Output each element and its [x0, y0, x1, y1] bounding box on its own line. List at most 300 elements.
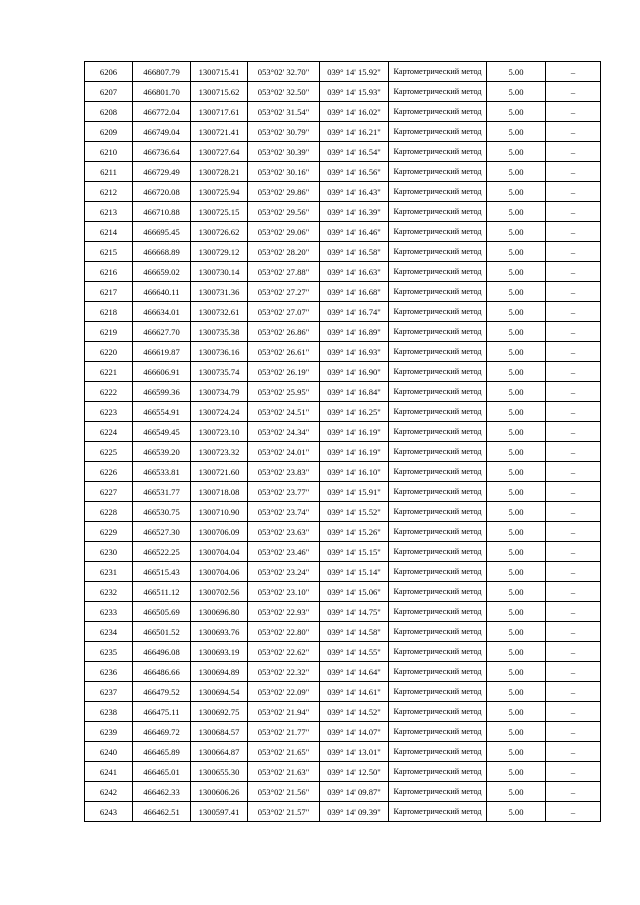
latitude-cell: 053°02' 23.74": [248, 502, 320, 522]
x-coordinate-cell: 466505.69: [133, 602, 191, 622]
note-cell: –: [546, 142, 601, 162]
longitude-cell: 039° 14' 16.19": [320, 442, 389, 462]
y-coordinate-cell: 1300721.60: [191, 462, 248, 482]
method-cell: Картометрический метод: [389, 382, 487, 402]
note-cell: –: [546, 682, 601, 702]
x-coordinate-cell: 466496.08: [133, 642, 191, 662]
accuracy-cell: 5.00: [487, 102, 546, 122]
accuracy-cell: 5.00: [487, 702, 546, 722]
point-number-cell: 6226: [85, 462, 133, 482]
table-row: [85, 122, 601, 142]
x-coordinate-cell: 466599.36: [133, 382, 191, 402]
x-coordinate-cell: 466465.01: [133, 762, 191, 782]
method-cell: Картометрический метод: [389, 202, 487, 222]
latitude-cell: 053°02' 27.88": [248, 262, 320, 282]
y-coordinate-cell: 1300721.41: [191, 122, 248, 142]
x-coordinate-cell: 466606.91: [133, 362, 191, 382]
latitude-cell: 053°02' 21.77": [248, 722, 320, 742]
y-coordinate-cell: 1300693.76: [191, 622, 248, 642]
y-coordinate-cell: 1300704.06: [191, 562, 248, 582]
point-number-cell: 6215: [85, 242, 133, 262]
latitude-cell: 053°02' 24.01": [248, 442, 320, 462]
longitude-cell: 039° 14' 14.07": [320, 722, 389, 742]
y-coordinate-cell: 1300684.57: [191, 722, 248, 742]
latitude-cell: 053°02' 22.93": [248, 602, 320, 622]
point-number-cell: 6241: [85, 762, 133, 782]
longitude-cell: 039° 14' 14.75": [320, 602, 389, 622]
note-cell: –: [546, 502, 601, 522]
accuracy-cell: 5.00: [487, 142, 546, 162]
note-cell: –: [546, 202, 601, 222]
longitude-cell: 039° 14' 15.52": [320, 502, 389, 522]
y-coordinate-cell: 1300597.41: [191, 802, 248, 822]
note-cell: –: [546, 642, 601, 662]
x-coordinate-cell: 466668.89: [133, 242, 191, 262]
method-cell: Картометрический метод: [389, 582, 487, 602]
coordinates-table-body: [85, 62, 601, 822]
longitude-cell: 039° 14' 16.19": [320, 422, 389, 442]
point-number-cell: 6230: [85, 542, 133, 562]
latitude-cell: 053°02' 23.46": [248, 542, 320, 562]
latitude-cell: 053°02' 23.83": [248, 462, 320, 482]
note-cell: –: [546, 542, 601, 562]
table-row: [85, 162, 601, 182]
longitude-cell: 039° 14' 12.50": [320, 762, 389, 782]
latitude-cell: 053°02' 23.10": [248, 582, 320, 602]
longitude-cell: 039° 14' 16.56": [320, 162, 389, 182]
longitude-cell: 039° 14' 15.91": [320, 482, 389, 502]
x-coordinate-cell: 466736.64: [133, 142, 191, 162]
y-coordinate-cell: 1300729.12: [191, 242, 248, 262]
x-coordinate-cell: 466539.20: [133, 442, 191, 462]
longitude-cell: 039° 14' 16.93": [320, 342, 389, 362]
note-cell: –: [546, 82, 601, 102]
longitude-cell: 039° 14' 15.93": [320, 82, 389, 102]
table-row: [85, 702, 601, 722]
y-coordinate-cell: 1300715.41: [191, 62, 248, 82]
point-number-cell: 6232: [85, 582, 133, 602]
longitude-cell: 039° 14' 16.39": [320, 202, 389, 222]
point-number-cell: 6220: [85, 342, 133, 362]
longitude-cell: 039° 14' 16.25": [320, 402, 389, 422]
accuracy-cell: 5.00: [487, 82, 546, 102]
note-cell: –: [546, 662, 601, 682]
accuracy-cell: 5.00: [487, 342, 546, 362]
x-coordinate-cell: 466511.12: [133, 582, 191, 602]
method-cell: Картометрический метод: [389, 222, 487, 242]
latitude-cell: 053°02' 29.86": [248, 182, 320, 202]
method-cell: Картометрический метод: [389, 722, 487, 742]
x-coordinate-cell: 466462.33: [133, 782, 191, 802]
point-number-cell: 6209: [85, 122, 133, 142]
method-cell: Картометрический метод: [389, 322, 487, 342]
point-number-cell: 6214: [85, 222, 133, 242]
table-row: [85, 62, 601, 82]
accuracy-cell: 5.00: [487, 642, 546, 662]
table-row: [85, 202, 601, 222]
table-row: [85, 762, 601, 782]
note-cell: –: [546, 262, 601, 282]
point-number-cell: 6224: [85, 422, 133, 442]
accuracy-cell: 5.00: [487, 522, 546, 542]
latitude-cell: 053°02' 30.79": [248, 122, 320, 142]
table-row: [85, 682, 601, 702]
longitude-cell: 039° 14' 16.74": [320, 302, 389, 322]
method-cell: Картометрический метод: [389, 362, 487, 382]
accuracy-cell: 5.00: [487, 182, 546, 202]
y-coordinate-cell: 1300694.54: [191, 682, 248, 702]
x-coordinate-cell: 466801.70: [133, 82, 191, 102]
point-number-cell: 6217: [85, 282, 133, 302]
note-cell: –: [546, 742, 601, 762]
y-coordinate-cell: 1300723.32: [191, 442, 248, 462]
table-row: [85, 662, 601, 682]
y-coordinate-cell: 1300692.75: [191, 702, 248, 722]
method-cell: Картометрический метод: [389, 442, 487, 462]
latitude-cell: 053°02' 30.16": [248, 162, 320, 182]
table-row: [85, 742, 601, 762]
note-cell: –: [546, 242, 601, 262]
table-row: [85, 102, 601, 122]
table-row: [85, 582, 601, 602]
y-coordinate-cell: 1300727.64: [191, 142, 248, 162]
accuracy-cell: 5.00: [487, 662, 546, 682]
longitude-cell: 039° 14' 16.02": [320, 102, 389, 122]
latitude-cell: 053°02' 26.61": [248, 342, 320, 362]
note-cell: –: [546, 702, 601, 722]
accuracy-cell: 5.00: [487, 562, 546, 582]
longitude-cell: 039° 14' 15.06": [320, 582, 389, 602]
table-row: [85, 282, 601, 302]
table-row: [85, 422, 601, 442]
point-number-cell: 6225: [85, 442, 133, 462]
point-number-cell: 6239: [85, 722, 133, 742]
x-coordinate-cell: 466695.45: [133, 222, 191, 242]
latitude-cell: 053°02' 27.07": [248, 302, 320, 322]
table-row: [85, 142, 601, 162]
accuracy-cell: 5.00: [487, 402, 546, 422]
latitude-cell: 053°02' 21.63": [248, 762, 320, 782]
longitude-cell: 039° 14' 15.14": [320, 562, 389, 582]
latitude-cell: 053°02' 27.27": [248, 282, 320, 302]
y-coordinate-cell: 1300723.10: [191, 422, 248, 442]
point-number-cell: 6208: [85, 102, 133, 122]
longitude-cell: 039° 14' 16.10": [320, 462, 389, 482]
point-number-cell: 6213: [85, 202, 133, 222]
longitude-cell: 039° 14' 14.64": [320, 662, 389, 682]
table-row: [85, 542, 601, 562]
point-number-cell: 6240: [85, 742, 133, 762]
accuracy-cell: 5.00: [487, 62, 546, 82]
point-number-cell: 6242: [85, 782, 133, 802]
x-coordinate-cell: 466554.91: [133, 402, 191, 422]
x-coordinate-cell: 466465.89: [133, 742, 191, 762]
y-coordinate-cell: 1300664.87: [191, 742, 248, 762]
x-coordinate-cell: 466475.11: [133, 702, 191, 722]
method-cell: Картометрический метод: [389, 82, 487, 102]
x-coordinate-cell: 466749.04: [133, 122, 191, 142]
longitude-cell: 039° 14' 16.46": [320, 222, 389, 242]
latitude-cell: 053°02' 29.56": [248, 202, 320, 222]
point-number-cell: 6216: [85, 262, 133, 282]
point-number-cell: 6233: [85, 602, 133, 622]
note-cell: –: [546, 322, 601, 342]
y-coordinate-cell: 1300725.15: [191, 202, 248, 222]
longitude-cell: 039° 14' 16.58": [320, 242, 389, 262]
note-cell: –: [546, 182, 601, 202]
x-coordinate-cell: 466807.79: [133, 62, 191, 82]
y-coordinate-cell: 1300704.04: [191, 542, 248, 562]
method-cell: Картометрический метод: [389, 402, 487, 422]
point-number-cell: 6229: [85, 522, 133, 542]
table-row: [85, 362, 601, 382]
method-cell: Картометрический метод: [389, 522, 487, 542]
x-coordinate-cell: 466634.01: [133, 302, 191, 322]
note-cell: –: [546, 522, 601, 542]
method-cell: Картометрический метод: [389, 142, 487, 162]
accuracy-cell: 5.00: [487, 762, 546, 782]
longitude-cell: 039° 14' 13.01": [320, 742, 389, 762]
y-coordinate-cell: 1300726.62: [191, 222, 248, 242]
x-coordinate-cell: 466530.75: [133, 502, 191, 522]
table-row: [85, 442, 601, 462]
table-row: [85, 182, 601, 202]
method-cell: Картометрический метод: [389, 182, 487, 202]
note-cell: –: [546, 362, 601, 382]
y-coordinate-cell: 1300702.56: [191, 582, 248, 602]
latitude-cell: 053°02' 21.94": [248, 702, 320, 722]
note-cell: –: [546, 722, 601, 742]
accuracy-cell: 5.00: [487, 262, 546, 282]
latitude-cell: 053°02' 22.09": [248, 682, 320, 702]
latitude-cell: 053°02' 21.65": [248, 742, 320, 762]
longitude-cell: 039° 14' 16.68": [320, 282, 389, 302]
point-number-cell: 6236: [85, 662, 133, 682]
table-row: [85, 262, 601, 282]
longitude-cell: 039° 14' 14.55": [320, 642, 389, 662]
y-coordinate-cell: 1300606.26: [191, 782, 248, 802]
y-coordinate-cell: 1300735.74: [191, 362, 248, 382]
longitude-cell: 039° 14' 09.87": [320, 782, 389, 802]
point-number-cell: 6227: [85, 482, 133, 502]
method-cell: Картометрический метод: [389, 262, 487, 282]
table-row: [85, 382, 601, 402]
note-cell: –: [546, 342, 601, 362]
point-number-cell: 6210: [85, 142, 133, 162]
method-cell: Картометрический метод: [389, 742, 487, 762]
y-coordinate-cell: 1300694.89: [191, 662, 248, 682]
x-coordinate-cell: 466527.30: [133, 522, 191, 542]
table-row: [85, 222, 601, 242]
x-coordinate-cell: 466772.04: [133, 102, 191, 122]
accuracy-cell: 5.00: [487, 122, 546, 142]
note-cell: –: [546, 402, 601, 422]
x-coordinate-cell: 466640.11: [133, 282, 191, 302]
table-row: [85, 342, 601, 362]
y-coordinate-cell: 1300693.19: [191, 642, 248, 662]
table-row: [85, 322, 601, 342]
latitude-cell: 053°02' 23.24": [248, 562, 320, 582]
table-row: [85, 802, 601, 822]
latitude-cell: 053°02' 32.70": [248, 62, 320, 82]
table-row: [85, 622, 601, 642]
y-coordinate-cell: 1300728.21: [191, 162, 248, 182]
y-coordinate-cell: 1300736.16: [191, 342, 248, 362]
point-number-cell: 6228: [85, 502, 133, 522]
method-cell: Картометрический метод: [389, 462, 487, 482]
latitude-cell: 053°02' 32.50": [248, 82, 320, 102]
table-row: [85, 562, 601, 582]
note-cell: –: [546, 122, 601, 142]
method-cell: Картометрический метод: [389, 702, 487, 722]
accuracy-cell: 5.00: [487, 422, 546, 442]
longitude-cell: 039° 14' 16.43": [320, 182, 389, 202]
note-cell: –: [546, 762, 601, 782]
method-cell: Картометрический метод: [389, 62, 487, 82]
method-cell: Картометрический метод: [389, 622, 487, 642]
note-cell: –: [546, 802, 601, 822]
x-coordinate-cell: 466627.70: [133, 322, 191, 342]
x-coordinate-cell: 466486.66: [133, 662, 191, 682]
latitude-cell: 053°02' 31.54": [248, 102, 320, 122]
accuracy-cell: 5.00: [487, 802, 546, 822]
x-coordinate-cell: 466710.88: [133, 202, 191, 222]
accuracy-cell: 5.00: [487, 622, 546, 642]
y-coordinate-cell: 1300724.24: [191, 402, 248, 422]
longitude-cell: 039° 14' 14.52": [320, 702, 389, 722]
accuracy-cell: 5.00: [487, 462, 546, 482]
table-row: [85, 462, 601, 482]
x-coordinate-cell: 466729.49: [133, 162, 191, 182]
point-number-cell: 6218: [85, 302, 133, 322]
method-cell: Картометрический метод: [389, 602, 487, 622]
point-number-cell: 6219: [85, 322, 133, 342]
table-row: [85, 602, 601, 622]
accuracy-cell: 5.00: [487, 482, 546, 502]
method-cell: Картометрический метод: [389, 102, 487, 122]
y-coordinate-cell: 1300706.09: [191, 522, 248, 542]
y-coordinate-cell: 1300731.36: [191, 282, 248, 302]
note-cell: –: [546, 562, 601, 582]
method-cell: Картометрический метод: [389, 782, 487, 802]
table-row: [85, 402, 601, 422]
point-number-cell: 6238: [85, 702, 133, 722]
longitude-cell: 039° 14' 16.54": [320, 142, 389, 162]
y-coordinate-cell: 1300715.62: [191, 82, 248, 102]
x-coordinate-cell: 466479.52: [133, 682, 191, 702]
point-number-cell: 6231: [85, 562, 133, 582]
x-coordinate-cell: 466515.43: [133, 562, 191, 582]
longitude-cell: 039° 14' 16.21": [320, 122, 389, 142]
accuracy-cell: 5.00: [487, 222, 546, 242]
method-cell: Картометрический метод: [389, 342, 487, 362]
accuracy-cell: 5.00: [487, 202, 546, 222]
point-number-cell: 6237: [85, 682, 133, 702]
accuracy-cell: 5.00: [487, 722, 546, 742]
latitude-cell: 053°02' 21.57": [248, 802, 320, 822]
table-row: [85, 482, 601, 502]
x-coordinate-cell: 466533.81: [133, 462, 191, 482]
table-row: [85, 82, 601, 102]
x-coordinate-cell: 466659.02: [133, 262, 191, 282]
note-cell: –: [546, 102, 601, 122]
latitude-cell: 053°02' 23.63": [248, 522, 320, 542]
point-number-cell: 6243: [85, 802, 133, 822]
longitude-cell: 039° 14' 16.63": [320, 262, 389, 282]
x-coordinate-cell: 466522.25: [133, 542, 191, 562]
y-coordinate-cell: 1300735.38: [191, 322, 248, 342]
latitude-cell: 053°02' 26.86": [248, 322, 320, 342]
point-number-cell: 6234: [85, 622, 133, 642]
latitude-cell: 053°02' 26.19": [248, 362, 320, 382]
coordinates-sheet: [84, 61, 601, 822]
note-cell: –: [546, 302, 601, 322]
accuracy-cell: 5.00: [487, 382, 546, 402]
point-number-cell: 6222: [85, 382, 133, 402]
note-cell: –: [546, 782, 601, 802]
y-coordinate-cell: 1300730.14: [191, 262, 248, 282]
x-coordinate-cell: 466619.87: [133, 342, 191, 362]
y-coordinate-cell: 1300717.61: [191, 102, 248, 122]
point-number-cell: 6211: [85, 162, 133, 182]
method-cell: Картометрический метод: [389, 802, 487, 822]
x-coordinate-cell: 466720.08: [133, 182, 191, 202]
accuracy-cell: 5.00: [487, 442, 546, 462]
accuracy-cell: 5.00: [487, 742, 546, 762]
note-cell: –: [546, 582, 601, 602]
y-coordinate-cell: 1300655.30: [191, 762, 248, 782]
accuracy-cell: 5.00: [487, 162, 546, 182]
x-coordinate-cell: 466469.72: [133, 722, 191, 742]
point-number-cell: 6221: [85, 362, 133, 382]
latitude-cell: 053°02' 22.80": [248, 622, 320, 642]
accuracy-cell: 5.00: [487, 502, 546, 522]
longitude-cell: 039° 14' 15.15": [320, 542, 389, 562]
accuracy-cell: 5.00: [487, 602, 546, 622]
note-cell: –: [546, 382, 601, 402]
method-cell: Картометрический метод: [389, 242, 487, 262]
point-number-cell: 6212: [85, 182, 133, 202]
latitude-cell: 053°02' 24.34": [248, 422, 320, 442]
method-cell: Картометрический метод: [389, 642, 487, 662]
accuracy-cell: 5.00: [487, 782, 546, 802]
longitude-cell: 039° 14' 14.58": [320, 622, 389, 642]
note-cell: –: [546, 222, 601, 242]
point-number-cell: 6235: [85, 642, 133, 662]
note-cell: –: [546, 422, 601, 442]
longitude-cell: 039° 14' 09.39": [320, 802, 389, 822]
method-cell: Картометрический метод: [389, 162, 487, 182]
x-coordinate-cell: 466501.52: [133, 622, 191, 642]
accuracy-cell: 5.00: [487, 542, 546, 562]
latitude-cell: 053°02' 23.77": [248, 482, 320, 502]
longitude-cell: 039° 14' 16.89": [320, 322, 389, 342]
table-row: [85, 722, 601, 742]
method-cell: Картометрический метод: [389, 562, 487, 582]
y-coordinate-cell: 1300696.80: [191, 602, 248, 622]
accuracy-cell: 5.00: [487, 362, 546, 382]
longitude-cell: 039° 14' 15.26": [320, 522, 389, 542]
accuracy-cell: 5.00: [487, 242, 546, 262]
latitude-cell: 053°02' 28.20": [248, 242, 320, 262]
note-cell: –: [546, 462, 601, 482]
note-cell: –: [546, 442, 601, 462]
y-coordinate-cell: 1300732.61: [191, 302, 248, 322]
longitude-cell: 039° 14' 16.90": [320, 362, 389, 382]
method-cell: Картометрический метод: [389, 122, 487, 142]
method-cell: Картометрический метод: [389, 762, 487, 782]
table-row: [85, 302, 601, 322]
